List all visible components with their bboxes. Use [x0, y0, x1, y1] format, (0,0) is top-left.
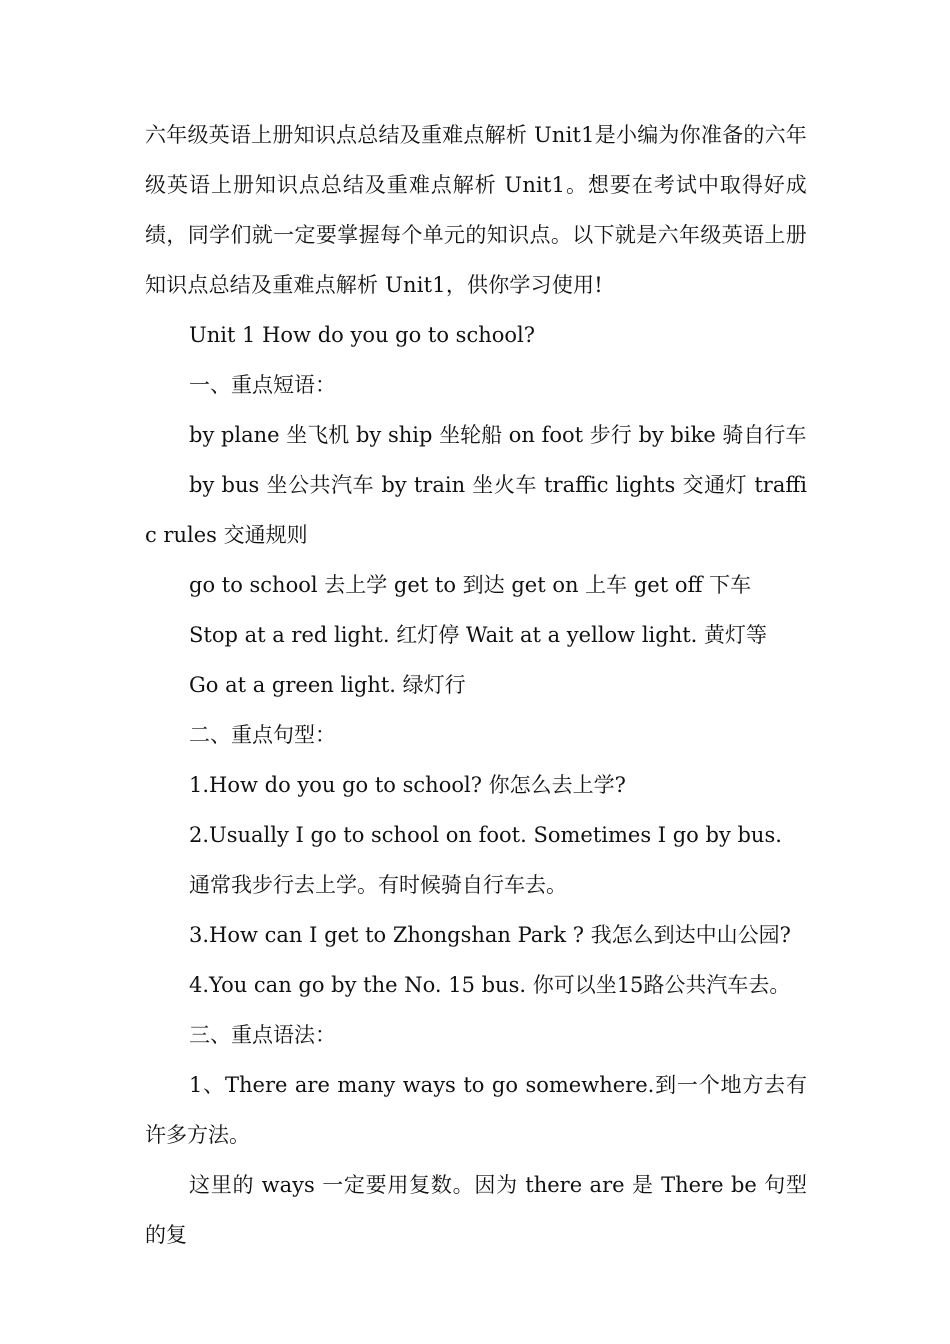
phrase-line: Go at a green light. 绿灯行 [189, 673, 466, 697]
phrase-line: go to school 去上学 get to 到达 get on 上车 get off 下车 [189, 573, 752, 597]
sentence-line: 3.How can I get to Zhongshan Park ? 我怎么到达中山公园? [189, 923, 791, 947]
sentence-line: 2.Usually I go to school on foot. Sometimes I go by bus. [189, 823, 782, 847]
sentence-line: 1.How do you go to school? 你怎么去上学? [189, 773, 626, 797]
grammar-line: 1、There are many ways to go somewhere.到一个地方去有许多方法。 [145, 1073, 807, 1147]
section-heading-phrases: 一、重点短语： [189, 373, 336, 397]
section-heading-grammar: 三、重点语法： [189, 1023, 336, 1047]
phrase-line: by plane 坐飞机 by ship 坐轮船 on foot 步行 by bike 骑自行车 [189, 423, 807, 447]
unit-title: Unit 1 How do you go to school? [189, 323, 536, 347]
phrase-line: Stop at a red light. 红灯停 Wait at a yellow light. 黄灯等 [189, 623, 768, 647]
phrase-line: by bus 坐公共汽车 by train 坐火车 traffic lights 交通灯 traffic rules 交通规则 [145, 473, 807, 547]
sentence-translation: 通常我步行去上学。有时候骑自行车去。 [189, 873, 567, 897]
intro-paragraph: 六年级英语上册知识点总结及重难点解析 Unit1是小编为你准备的六年级英语上册知识点总结及重难点解析 Unit1。想要在考试中取得好成绩，同学们就一定要掌握每个单元的知识点。以下就是六年级英语上册知识点总结及重难点解析 Unit1，供你学习使用! [145, 123, 807, 297]
document-body [145, 110, 807, 1260]
section-heading-sentences: 二、重点句型： [189, 723, 336, 747]
sentence-line: 4.You can go by the No. 15 bus. 你可以坐15路公共汽车去。 [189, 973, 791, 997]
grammar-line: 这里的 ways 一定要用复数。因为 there are 是 There be 句型的复 [145, 1173, 807, 1247]
